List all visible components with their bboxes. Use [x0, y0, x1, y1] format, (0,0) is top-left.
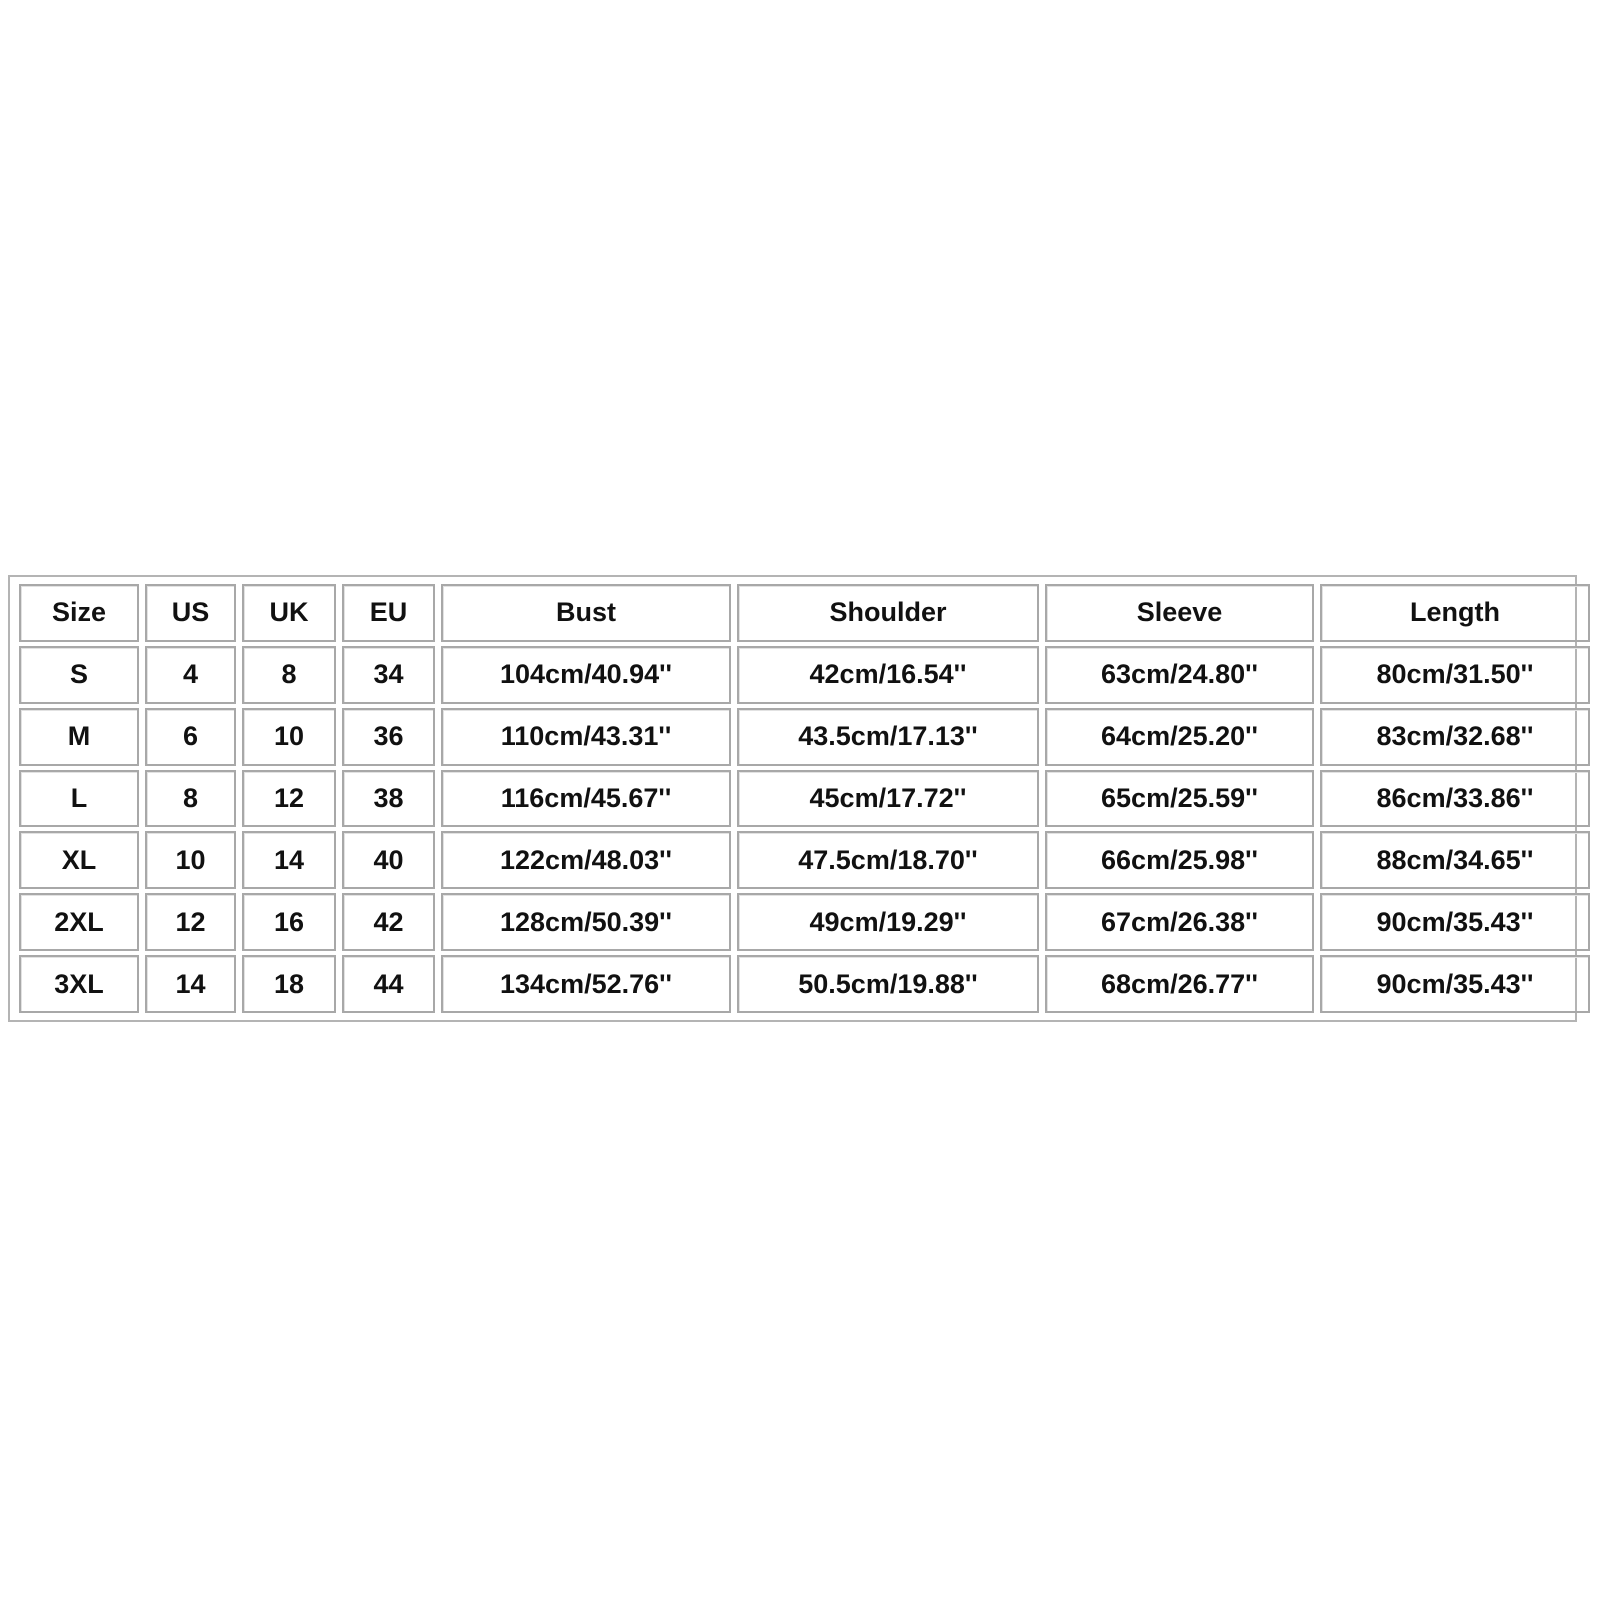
- size-cell: L: [19, 770, 139, 828]
- bust-cell: 110cm/43.31'': [441, 708, 731, 766]
- us-cell: 4: [145, 646, 236, 704]
- eu-cell: 42: [342, 893, 435, 951]
- length-cell: 83cm/32.68'': [1320, 708, 1590, 766]
- bust-cell: 122cm/48.03'': [441, 831, 731, 889]
- size-cell: S: [19, 646, 139, 704]
- us-cell: 12: [145, 893, 236, 951]
- eu-cell: 44: [342, 955, 435, 1013]
- header-shoulder: Shoulder: [737, 584, 1039, 642]
- header-eu: EU: [342, 584, 435, 642]
- size-chart-table: [8, 575, 1577, 1022]
- table-row: [19, 893, 1590, 951]
- shoulder-cell: 42cm/16.54'': [737, 646, 1039, 704]
- sleeve-cell: 65cm/25.59'': [1045, 770, 1314, 828]
- bust-cell: 104cm/40.94'': [441, 646, 731, 704]
- table-row: [19, 770, 1590, 828]
- sleeve-cell: 64cm/25.20'': [1045, 708, 1314, 766]
- header-sleeve: Sleeve: [1045, 584, 1314, 642]
- table-row: [19, 708, 1590, 766]
- us-cell: 8: [145, 770, 236, 828]
- uk-cell: 14: [242, 831, 336, 889]
- table-row: [19, 646, 1590, 704]
- us-cell: 10: [145, 831, 236, 889]
- header-row: [19, 584, 1590, 642]
- shoulder-cell: 49cm/19.29'': [737, 893, 1039, 951]
- us-cell: 14: [145, 955, 236, 1013]
- uk-cell: 8: [242, 646, 336, 704]
- size-table: [13, 580, 1596, 1017]
- sleeve-cell: 63cm/24.80'': [1045, 646, 1314, 704]
- length-cell: 90cm/35.43'': [1320, 955, 1590, 1013]
- size-cell: XL: [19, 831, 139, 889]
- eu-cell: 40: [342, 831, 435, 889]
- sleeve-cell: 66cm/25.98'': [1045, 831, 1314, 889]
- shoulder-cell: 50.5cm/19.88'': [737, 955, 1039, 1013]
- size-cell: 3XL: [19, 955, 139, 1013]
- length-cell: 88cm/34.65'': [1320, 831, 1590, 889]
- bust-cell: 128cm/50.39'': [441, 893, 731, 951]
- us-cell: 6: [145, 708, 236, 766]
- eu-cell: 36: [342, 708, 435, 766]
- length-cell: 86cm/33.86'': [1320, 770, 1590, 828]
- table-row: [19, 831, 1590, 889]
- header-size: Size: [19, 584, 139, 642]
- header-bust: Bust: [441, 584, 731, 642]
- size-cell: M: [19, 708, 139, 766]
- shoulder-cell: 45cm/17.72'': [737, 770, 1039, 828]
- table-row: [19, 955, 1590, 1013]
- shoulder-cell: 47.5cm/18.70'': [737, 831, 1039, 889]
- eu-cell: 38: [342, 770, 435, 828]
- uk-cell: 12: [242, 770, 336, 828]
- bust-cell: 116cm/45.67'': [441, 770, 731, 828]
- length-cell: 90cm/35.43'': [1320, 893, 1590, 951]
- header-length: Length: [1320, 584, 1590, 642]
- uk-cell: 16: [242, 893, 336, 951]
- size-cell: 2XL: [19, 893, 139, 951]
- eu-cell: 34: [342, 646, 435, 704]
- shoulder-cell: 43.5cm/17.13'': [737, 708, 1039, 766]
- uk-cell: 10: [242, 708, 336, 766]
- header-uk: UK: [242, 584, 336, 642]
- sleeve-cell: 67cm/26.38'': [1045, 893, 1314, 951]
- length-cell: 80cm/31.50'': [1320, 646, 1590, 704]
- bust-cell: 134cm/52.76'': [441, 955, 731, 1013]
- sleeve-cell: 68cm/26.77'': [1045, 955, 1314, 1013]
- header-us: US: [145, 584, 236, 642]
- uk-cell: 18: [242, 955, 336, 1013]
